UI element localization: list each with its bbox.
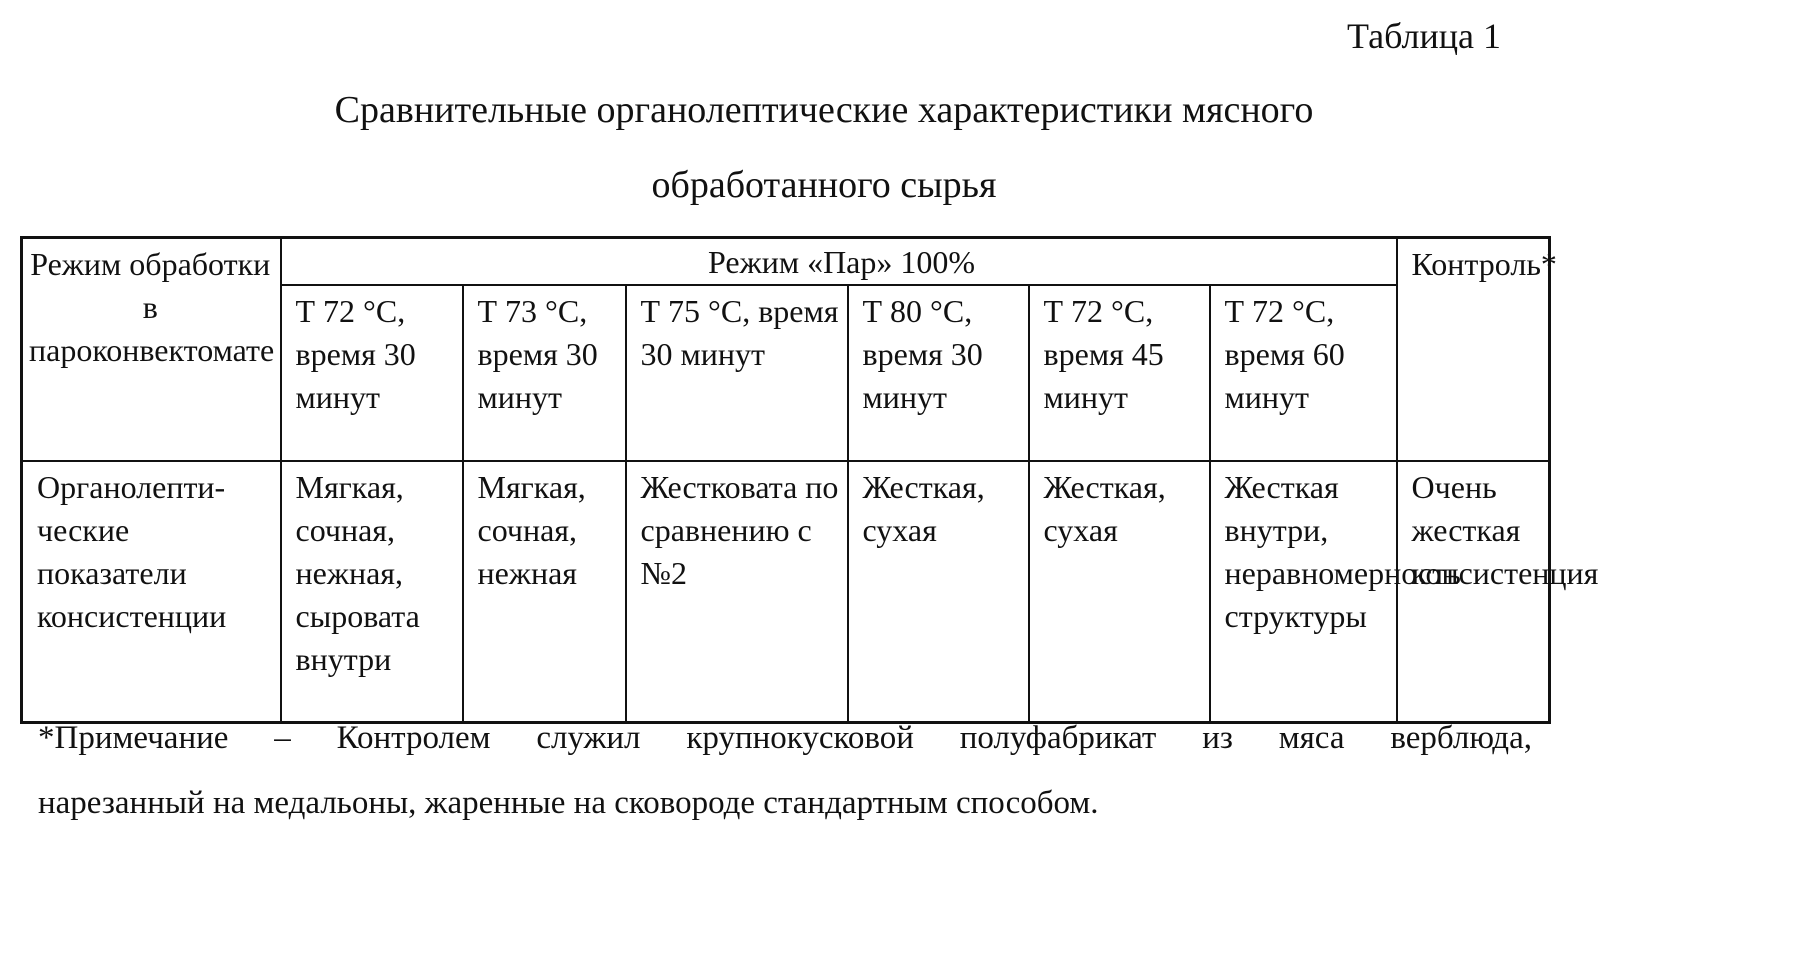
steam-mode-label: Режим «Пар» 100% — [708, 244, 976, 280]
condition-cell — [1210, 285, 1397, 461]
table-caption-line2: обработанного сырья — [651, 164, 997, 206]
result-text: Жесткая внутри, неравномерность структуры — [1224, 469, 1461, 634]
condition-cell — [1029, 285, 1210, 461]
condition-text: Т 72 °С, время 60 минут — [1224, 293, 1345, 415]
result-cell — [1029, 461, 1210, 723]
table-caption-line1: Сравнительные органолептические характеристики мясного — [334, 89, 1314, 131]
mode-label-cell — [22, 238, 281, 462]
condition-text: Т 73 °С, время 30 минут — [477, 293, 598, 415]
footnote-line2: нарезанный на медальоны, жаренные на сковороде стандартным способом. — [38, 785, 1099, 821]
control-result-cell — [1397, 461, 1599, 723]
condition-cell — [626, 285, 848, 461]
table-label: Таблица 1 — [1347, 16, 1501, 56]
result-cell — [281, 461, 463, 723]
mode-label: Режим обработки в пароконвектомате — [29, 246, 275, 368]
condition-text: Т 72 °С, время 45 минут — [1043, 293, 1164, 415]
condition-cell — [848, 285, 1029, 461]
condition-cell — [281, 285, 463, 461]
result-cell — [626, 461, 848, 723]
result-cell — [463, 461, 626, 723]
result-text: Мягкая, сочная, нежная — [477, 469, 586, 591]
row-label-cell — [22, 461, 281, 723]
control-label: Контроль* — [1411, 246, 1557, 282]
result-text: Жесткая, сухая — [862, 469, 985, 548]
condition-text: Т 75 °С, время 30 минут — [640, 293, 839, 372]
row-label: Органолепти-ческие показатели консистенции — [37, 469, 227, 634]
result-text: Жесткая, сухая — [1043, 469, 1166, 548]
result-text: Мягкая, сочная, нежная, сыровата внутри — [295, 469, 420, 677]
result-cell — [1210, 461, 1461, 723]
footnote-line1: *Примечание – Контролем служил крупнокусковой полуфабрикат из мяса верблюда, — [38, 720, 1532, 756]
comparison-table — [20, 236, 1599, 724]
control-result: Очень жесткая консистенция — [1411, 469, 1599, 591]
control-header-cell — [1397, 238, 1557, 462]
condition-cell — [463, 285, 626, 461]
steam-mode-header — [281, 238, 1397, 286]
result-cell — [848, 461, 1029, 723]
condition-text: Т 72 °С, время 30 минут — [295, 293, 416, 415]
result-text: Жестковата по сравнению с №2 — [640, 469, 839, 591]
condition-text: Т 80 °С, время 30 минут — [862, 293, 983, 415]
